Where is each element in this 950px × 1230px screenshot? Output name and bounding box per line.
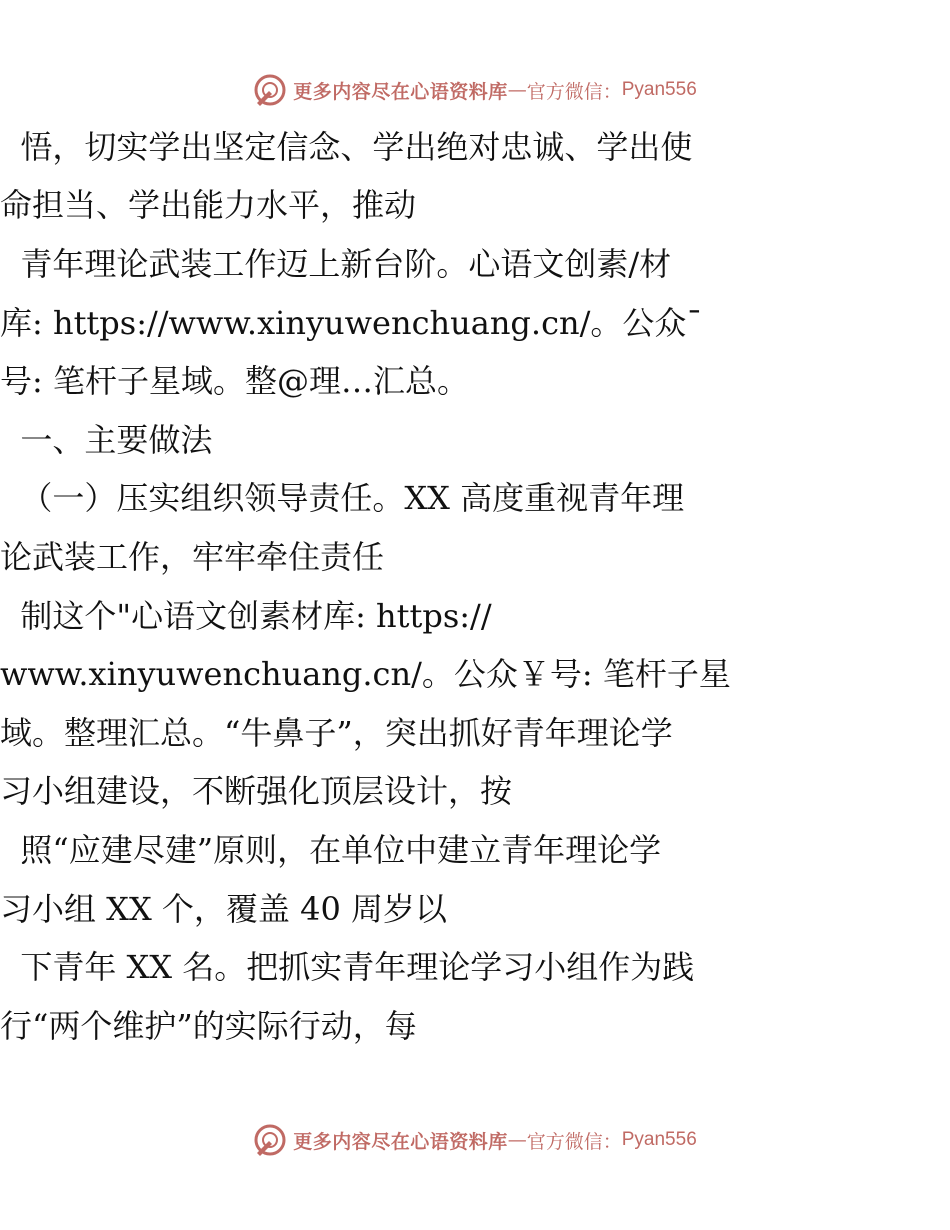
body-line: 照“应建尽建”原则，在单位中建立青年理论学	[0, 831, 662, 869]
watermark-wechat-label: 官方微信：	[526, 1130, 622, 1153]
body-line: 行“两个维护”的实际行动，每	[0, 1007, 417, 1045]
body-line: 号: 笔杆子星域。整@理…汇总。	[0, 362, 469, 400]
body-line: 习小组建设，不断强化顶层设计，按	[0, 772, 513, 810]
section-heading: 一、主要做法	[0, 421, 213, 459]
header-watermark	[0, 70, 950, 110]
body-line: 域。整理汇总。“牛鼻子”，突出抓好青年理论学	[0, 714, 673, 752]
body-line: 下青年 XX 名。把抓实青年理论学习小组作为践	[0, 948, 695, 986]
watermark-wechat-id: Pyan556	[621, 79, 697, 100]
body-line: 库: https://www.xinyuwenchuang.cn/。公众¯	[0, 304, 703, 342]
watermark-wechat-id: Pyan556	[621, 1129, 697, 1150]
body-line: 制这个"心语文创素材库: https://	[0, 597, 492, 635]
body-line: 命担当、学出能力水平，推动	[0, 186, 417, 224]
body-line: 习小组 XX 个，覆盖 40 周岁以	[0, 890, 447, 928]
body-line: 悟，切实学出坚定信念、学出绝对忠诚、学出使	[0, 128, 693, 166]
watermark-wechat-label: 官方微信：	[526, 80, 622, 103]
watermark-site-text: 更多内容尽在心语资料库	[293, 80, 508, 103]
body-line: www.xinyuwenchuang.cn/。公众￥号: 笔杆子星	[0, 655, 731, 693]
watermark-site-text: 更多内容尽在心语资料库	[293, 1130, 508, 1153]
pen-logo-icon	[253, 1123, 287, 1157]
watermark-separator: —	[507, 79, 527, 101]
footer-watermark	[0, 1120, 950, 1160]
watermark-separator: —	[507, 1129, 527, 1151]
body-line: 青年理论武装工作迈上新台阶。心语文创素/材	[0, 245, 672, 283]
pen-logo-icon	[253, 73, 287, 107]
body-line: 论武装工作，牢牢牵住责任	[0, 538, 385, 576]
subsection-heading: （一）压实组织领导责任。XX 高度重视青年理	[0, 479, 685, 517]
